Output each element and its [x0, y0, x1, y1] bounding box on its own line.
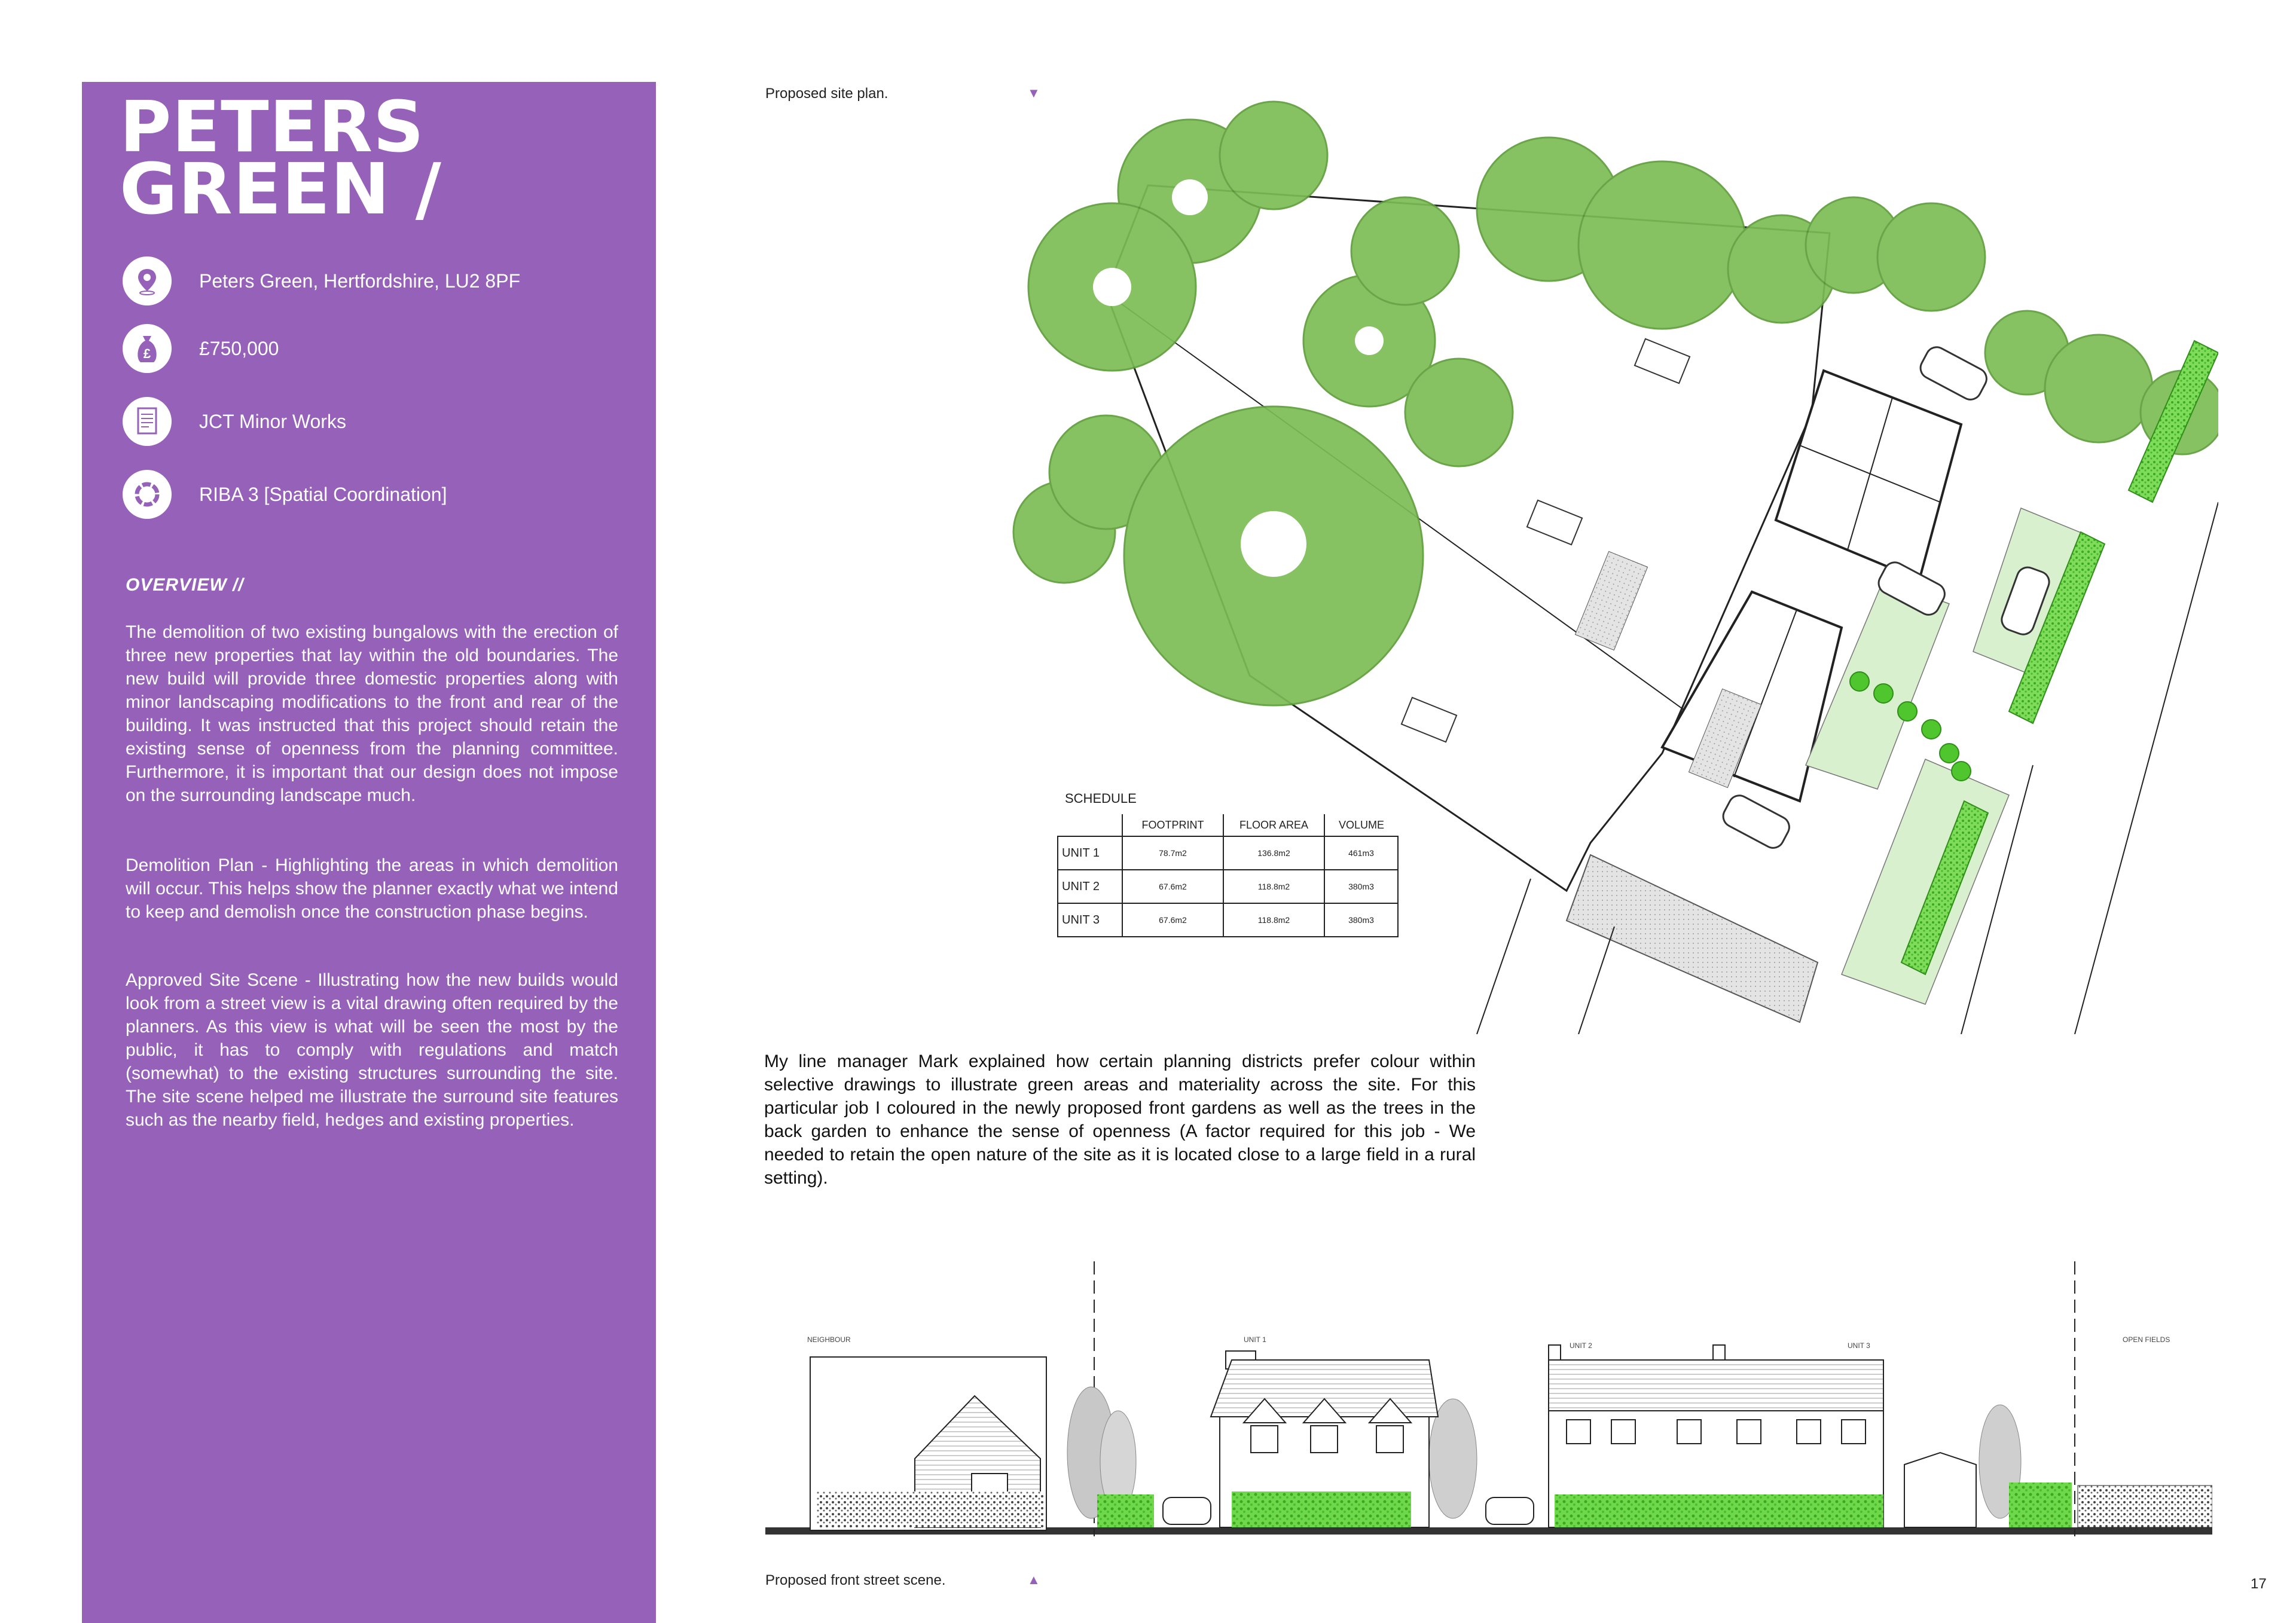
- schedule-header-cell: VOLUME: [1324, 814, 1398, 836]
- money-bag-icon: [123, 324, 172, 373]
- overview-paragraph-2: Demolition Plan - Highlighting the areas in which demolition will occur. This helps show the planner exactly what we intend to keep and demolish once the construction phase begins.: [126, 855, 618, 922]
- site-plan-caption: Proposed site plan.: [765, 85, 889, 102]
- table-row: [1058, 903, 1398, 937]
- schedule-cell: UNIT 3: [1058, 903, 1122, 937]
- schedule-header-row: [1058, 814, 1398, 836]
- info-stage: [123, 467, 447, 521]
- info-cost: [123, 322, 279, 375]
- table-row: [1058, 870, 1398, 903]
- schedule-header-cell: FLOOR AREA: [1223, 814, 1324, 836]
- schedule-cell: 67.6m2: [1122, 903, 1223, 937]
- schedule-cell: 136.8m2: [1223, 836, 1324, 870]
- unit-building-1: [1776, 371, 1961, 580]
- table-row: [1058, 836, 1398, 870]
- schedule-header-cell: [1058, 814, 1122, 836]
- label-unit-2: UNIT 2: [1570, 1341, 1592, 1350]
- schedule-cell: 67.6m2: [1122, 870, 1223, 903]
- document-icon: [123, 397, 172, 446]
- info-contract: [123, 395, 346, 448]
- down-triangle-icon: ▼: [1027, 85, 1040, 100]
- schedule-cell: 118.8m2: [1223, 870, 1324, 903]
- schedule-cell: 78.7m2: [1122, 836, 1223, 870]
- street-scene-caption: Proposed front street scene.: [765, 1572, 946, 1588]
- sidebar-panel: [82, 82, 656, 1623]
- up-triangle-icon: ▲: [1027, 1572, 1040, 1587]
- body-paragraph: My line manager Mark explained how certain planning districts prefer colour within selective drawings to illustrate green areas and materiality across the site. For this particular job I coloured in the newly proposed front gardens as well as the trees in the back garden to enhance the sense of openness (A factor required for this job - We needed to retain the open nature of the site as it is located close to a large field in a rural setting).: [764, 1052, 1476, 1188]
- cost-text: £750,000: [199, 337, 279, 359]
- overview-paragraph-3: Approved Site Scene - Illustrating how the new builds would look from a street view is a vital drawing often required by the planners. As this view is what will be seen the most by the public, it has to comply with regulations and match (somewhat) to the existing structures surrounding the site. The site scene helped me illustrate the surround site features such as the nearby field, hedges and existing properties.: [126, 970, 618, 1130]
- unit-2-3-elevation: [1549, 1345, 1883, 1527]
- schedule-cell: 380m3: [1324, 870, 1398, 903]
- cycle-icon: [123, 470, 172, 519]
- address-text: Peters Green, Hertfordshire, LU2 8PF: [199, 270, 521, 292]
- schedule-cell: UNIT 1: [1058, 836, 1122, 870]
- label-unit-3: UNIT 3: [1848, 1341, 1870, 1350]
- schedule-cell: 380m3: [1324, 903, 1398, 937]
- label-neighbour: NEIGHBOUR: [807, 1335, 851, 1344]
- schedule-title: SCHEDULE: [1062, 791, 1139, 806]
- schedule-table: [1057, 814, 1399, 937]
- label-unit-1: UNIT 1: [1244, 1335, 1266, 1344]
- overview-paragraph-1: The demolition of two existing bungalows with the erection of three new properties that lay within the old boundaries. The new build will provide three domestic properties along with minor landscaping modifications to the front and rear of the building. It was instructed that this project should retain the existing sense of openness from the planning committee. Furthermore, it is important that our design does not impose on the surrounding landscape much.: [126, 622, 618, 805]
- contract-text: JCT Minor Works: [199, 410, 346, 432]
- schedule-cell: 118.8m2: [1223, 903, 1324, 937]
- svg-text:£: £: [143, 346, 151, 361]
- schedule-cell: 461m3: [1324, 836, 1398, 870]
- page-number: 17: [2251, 1576, 2267, 1592]
- unit-1-elevation: [1211, 1351, 1438, 1527]
- title-line-2: GREEN /: [120, 148, 442, 230]
- info-address: [123, 254, 520, 308]
- unit-building-2: [1662, 592, 1842, 801]
- neighbour-house: [810, 1357, 1046, 1530]
- schedule-cell: UNIT 2: [1058, 870, 1122, 903]
- schedule-header-cell: FOOTPRINT: [1122, 814, 1223, 836]
- location-pin-icon: [123, 256, 172, 305]
- label-open-fields: OPEN FIELDS: [2123, 1335, 2170, 1344]
- street-scene-drawing: [765, 1255, 2212, 1554]
- page-title: [120, 85, 442, 230]
- overview-heading: OVERVIEW //: [126, 575, 244, 595]
- title-line-1: PETERS: [120, 85, 425, 168]
- stage-text: RIBA 3 [Spatial Coordination]: [199, 483, 447, 505]
